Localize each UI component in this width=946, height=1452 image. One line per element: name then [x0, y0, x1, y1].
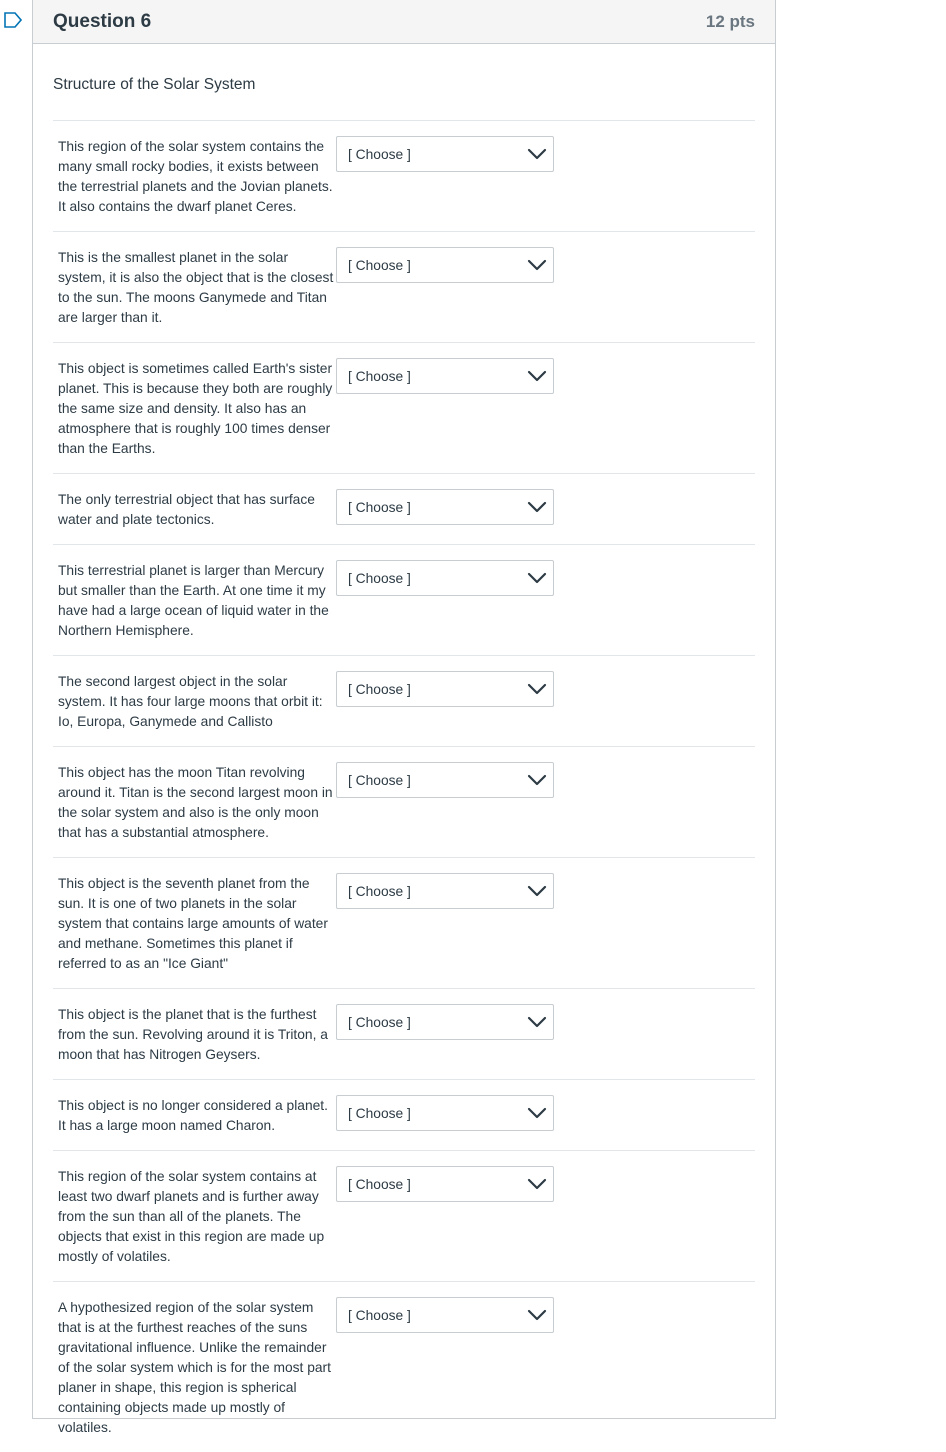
chevron-down-icon	[527, 1015, 547, 1029]
chevron-down-icon	[527, 500, 547, 514]
match-row	[53, 858, 755, 989]
match-prompt-text: This terrestrial planet is larger than Mercury but smaller than the Earth. At one time it my have had a large ocean of liquid water in the Northern Hemisphere.	[58, 563, 329, 638]
answer-select[interactable]	[336, 1095, 554, 1131]
question-card	[32, 0, 776, 1435]
answer-select[interactable]	[336, 136, 554, 172]
match-row	[53, 343, 755, 474]
chevron-down-icon	[527, 1308, 547, 1322]
match-row	[53, 1151, 755, 1282]
answer-select[interactable]	[336, 1297, 554, 1333]
match-prompt-text: This object is the seventh planet from the sun. It is one of two planets in the solar system that contains large amounts of water and methane. Sometimes this planet if referred to as an "Ice Giant"	[58, 876, 328, 971]
match-prompt-text: This object is the planet that is the furthest from the sun. Revolving around it is Triton, a moon that has Nitrogen Geysers.	[58, 1007, 328, 1062]
match-prompt-text: This region of the solar system contains at least two dwarf planets and is further away from the sun than all of the planets. The objects that exist in this region are made up mostly of volatiles.	[58, 1169, 325, 1264]
chevron-down-icon	[527, 1106, 547, 1120]
chevron-down-icon	[527, 369, 547, 383]
question-prompt: Structure of the Solar System	[53, 76, 256, 93]
answer-select-value: [ Choose ]	[348, 1176, 411, 1192]
flag-question-icon[interactable]	[4, 12, 22, 28]
answer-select[interactable]	[336, 489, 554, 525]
answer-select-value: [ Choose ]	[348, 1105, 411, 1121]
answer-select[interactable]	[336, 762, 554, 798]
question-title: Question 6	[53, 10, 152, 32]
question-points: 12 pts	[705, 11, 755, 31]
answer-select-value: [ Choose ]	[348, 368, 411, 384]
match-prompt-text: This object is no longer considered a planet. It has a large moon named Charon.	[58, 1098, 328, 1133]
match-prompt-text: This region of the solar system contains the many small rocky bodies, it exists between the terrestrial planets and the Jovian planets. It also contains the dwarf planet Ceres.	[58, 139, 333, 214]
answer-select[interactable]	[336, 358, 554, 394]
chevron-down-icon	[527, 682, 547, 696]
chevron-down-icon	[527, 258, 547, 272]
chevron-down-icon	[527, 884, 547, 898]
answer-select[interactable]	[336, 873, 554, 909]
answer-select[interactable]	[336, 671, 554, 707]
answer-select-value: [ Choose ]	[348, 681, 411, 697]
chevron-down-icon	[527, 571, 547, 585]
match-row	[53, 474, 755, 545]
chevron-down-icon	[527, 147, 547, 161]
match-row	[53, 747, 755, 858]
match-row	[53, 1282, 755, 1452]
answer-select[interactable]	[336, 247, 554, 283]
matching-list	[53, 120, 755, 1452]
question-header	[33, 0, 775, 44]
answer-select[interactable]	[336, 1166, 554, 1202]
match-row	[53, 1080, 755, 1151]
match-prompt-text: This object is sometimes called Earth's sister planet. This is because they both are roughly the same size and density. It also has an atmosphere that is roughly 100 times denser than the Earths.	[58, 361, 333, 456]
answer-select-value: [ Choose ]	[348, 570, 411, 586]
match-prompt-text: This object has the moon Titan revolving around it. Titan is the second largest moon in the solar system and also is the only moon that has a substantial atmosphere.	[58, 765, 333, 840]
match-row	[53, 121, 755, 232]
answer-select[interactable]	[336, 560, 554, 596]
answer-select-value: [ Choose ]	[348, 1307, 411, 1323]
match-row	[53, 989, 755, 1080]
chevron-down-icon	[527, 1177, 547, 1191]
chevron-down-icon	[527, 773, 547, 787]
match-row	[53, 656, 755, 747]
answer-select-value: [ Choose ]	[348, 883, 411, 899]
match-prompt-text: This is the smallest planet in the solar system, it is also the object that is the closest to the sun. The moons Ganymede and Titan are larger than it.	[58, 250, 334, 325]
match-prompt-text: The only terrestrial object that has surface water and plate tectonics.	[58, 492, 315, 527]
answer-select[interactable]	[336, 1004, 554, 1040]
match-prompt-text: A hypothesized region of the solar system that is at the furthest reaches of the suns gravitational influence. Unlike the remainder of the solar system which is for the most part planer in shape, this region is spherical containing objects made up mostly of volatiles.	[58, 1300, 331, 1435]
match-prompt-text: The second largest object in the solar system. It has four large moons that orbit it: Io, Europa, Ganymede and Callisto	[58, 674, 323, 729]
question-body	[33, 76, 775, 1452]
answer-select-value: [ Choose ]	[348, 257, 411, 273]
answer-select-value: [ Choose ]	[348, 772, 411, 788]
answer-select-value: [ Choose ]	[348, 146, 411, 162]
match-row	[53, 232, 755, 343]
answer-select-value: [ Choose ]	[348, 499, 411, 515]
match-row	[53, 545, 755, 656]
answer-select-value: [ Choose ]	[348, 1014, 411, 1030]
